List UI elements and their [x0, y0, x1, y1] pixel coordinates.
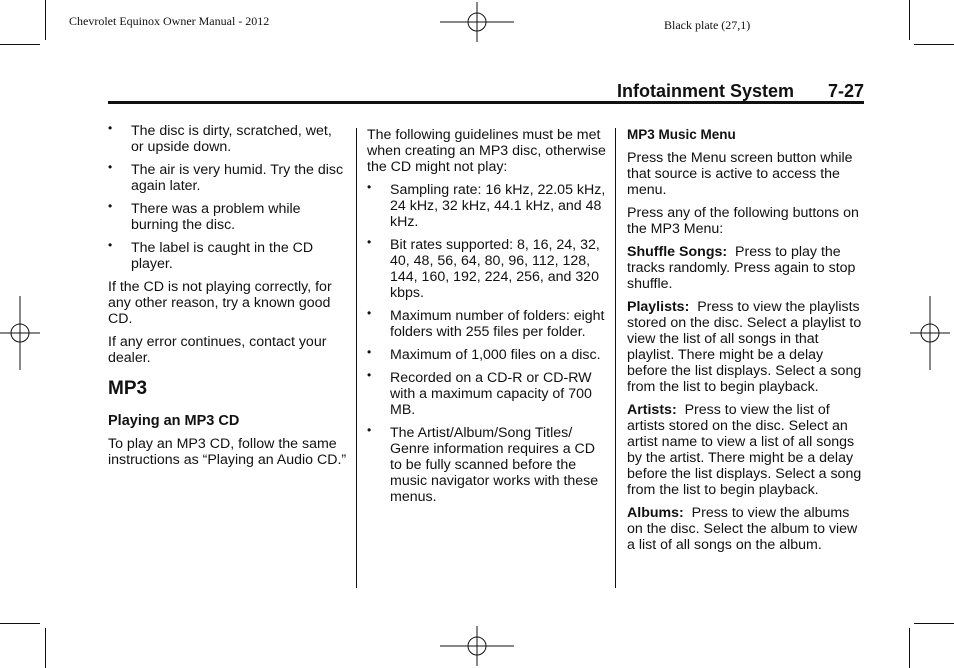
column-divider: [356, 128, 357, 588]
subsection-heading: Playing an MP3 CD: [108, 413, 240, 429]
crop-mark: [914, 44, 954, 45]
bullet-icon: •: [367, 235, 372, 249]
option-description: Press to view the playlists stored on the disc. Select a playlist to view the list of all songs in that playlist. There might be a delay before the list displays. Select a song from the list to begin playback.: [627, 299, 862, 395]
crop-mark: [909, 628, 910, 668]
list-item: • The label is caught in the CD player.: [108, 238, 314, 272]
option-term: Artists:: [627, 402, 677, 418]
bullet-icon: •: [108, 160, 113, 174]
header-rule: [108, 101, 864, 104]
paragraph: To play an MP3 CD, follow the same instructions as “Playing an Audio CD.”: [108, 436, 347, 468]
bullet-list: [367, 182, 607, 505]
option-term: Albums:: [627, 505, 684, 521]
menu-option-albums: [627, 505, 867, 553]
registration-mark-icon: [910, 296, 950, 370]
crop-mark: [45, 628, 46, 668]
column-2: [367, 127, 607, 512]
list-item: • The Artist/Album/Song Titles/ Genre information requires a CD to be fully scanned before the music navigator works with these menus.: [367, 423, 599, 505]
list-item: • The disc is dirty, scratched, wet, or upside down.: [108, 121, 332, 155]
option-term: Shuffle Songs:: [627, 244, 728, 260]
bullet-icon: •: [367, 180, 372, 194]
bullet-list: [108, 123, 348, 272]
section-title: Infotainment System: [616, 81, 794, 101]
crop-mark: [0, 44, 40, 45]
crop-mark: [914, 623, 954, 624]
paragraph: The following guidelines must be met when creating an MP3 disc, otherwise the CD might not play:: [367, 127, 606, 175]
bullet-icon: •: [108, 238, 113, 252]
bullet-icon: •: [367, 345, 372, 359]
menu-option-artists: [627, 402, 867, 498]
list-item: • Bit rates supported: 8, 16, 24, 32, 40, 48, 56, 64, 80, 96, 112, 128, 144, 160, 192, 224, 256, and 320 kbps.: [367, 235, 600, 301]
option-description: Press to view the albums on the disc. Select the album to view a list of all songs on the album.: [627, 505, 858, 553]
paragraph: If the CD is not playing correctly, for any other reason, try a known good CD.: [108, 279, 332, 327]
menu-heading: MP3 Music Menu: [627, 127, 736, 142]
registration-mark-icon: [0, 296, 40, 370]
page-header: [108, 78, 864, 102]
list-item: • The air is very humid. Try the disc again later.: [108, 160, 344, 194]
bullet-icon: •: [367, 306, 372, 320]
paragraph: Press any of the following buttons on the MP3 Menu:: [627, 205, 859, 237]
list-item: • Maximum of 1,000 files on a disc.: [367, 345, 601, 363]
registration-mark-icon: [440, 2, 514, 42]
page-number: 7-27: [827, 81, 864, 101]
menu-option-shuffle: [627, 244, 867, 292]
list-item: • Recorded on a CD-R or CD-RW with a maximum capacity of 700 MB.: [367, 368, 592, 418]
registration-mark-icon: [440, 626, 514, 666]
crop-mark: [0, 623, 40, 624]
bullet-icon: •: [367, 423, 372, 437]
plate-label-right: Black plate (27,1): [664, 18, 751, 32]
crop-mark: [909, 0, 910, 40]
paragraph: Press the Menu screen button while that source is active to access the menu.: [627, 150, 853, 198]
list-item: • Sampling rate: 16 kHz, 22.05 kHz, 24 kHz, 32 kHz, 44.1 kHz, and 48 kHz.: [367, 180, 606, 230]
menu-option-playlists: [627, 299, 867, 395]
paragraph: If any error continues, contact your dealer.: [108, 334, 327, 366]
column-3: [627, 127, 867, 560]
list-item: • There was a problem while burning the disc.: [108, 199, 301, 233]
list-item: • Maximum number of folders: eight folders with 255 files per folder.: [367, 306, 605, 340]
section-heading: MP3: [108, 378, 148, 399]
option-description: Press to view the list of artists stored on the disc. Select an artist name to view a list of all songs by the artist. There might be a delay before the list displays. Select a song from the list to begin playback.: [627, 402, 862, 498]
bullet-icon: •: [108, 121, 113, 135]
plate-label-left: Chevrolet Equinox Owner Manual - 2012: [69, 14, 270, 28]
column-divider: [615, 128, 616, 588]
crop-mark: [45, 0, 46, 40]
column-1: [108, 123, 348, 475]
option-term: Playlists:: [627, 299, 690, 315]
bullet-icon: •: [367, 368, 372, 382]
bullet-icon: •: [108, 199, 113, 213]
option-description: Press to play the tracks randomly. Press again to stop shuffle.: [627, 244, 856, 292]
